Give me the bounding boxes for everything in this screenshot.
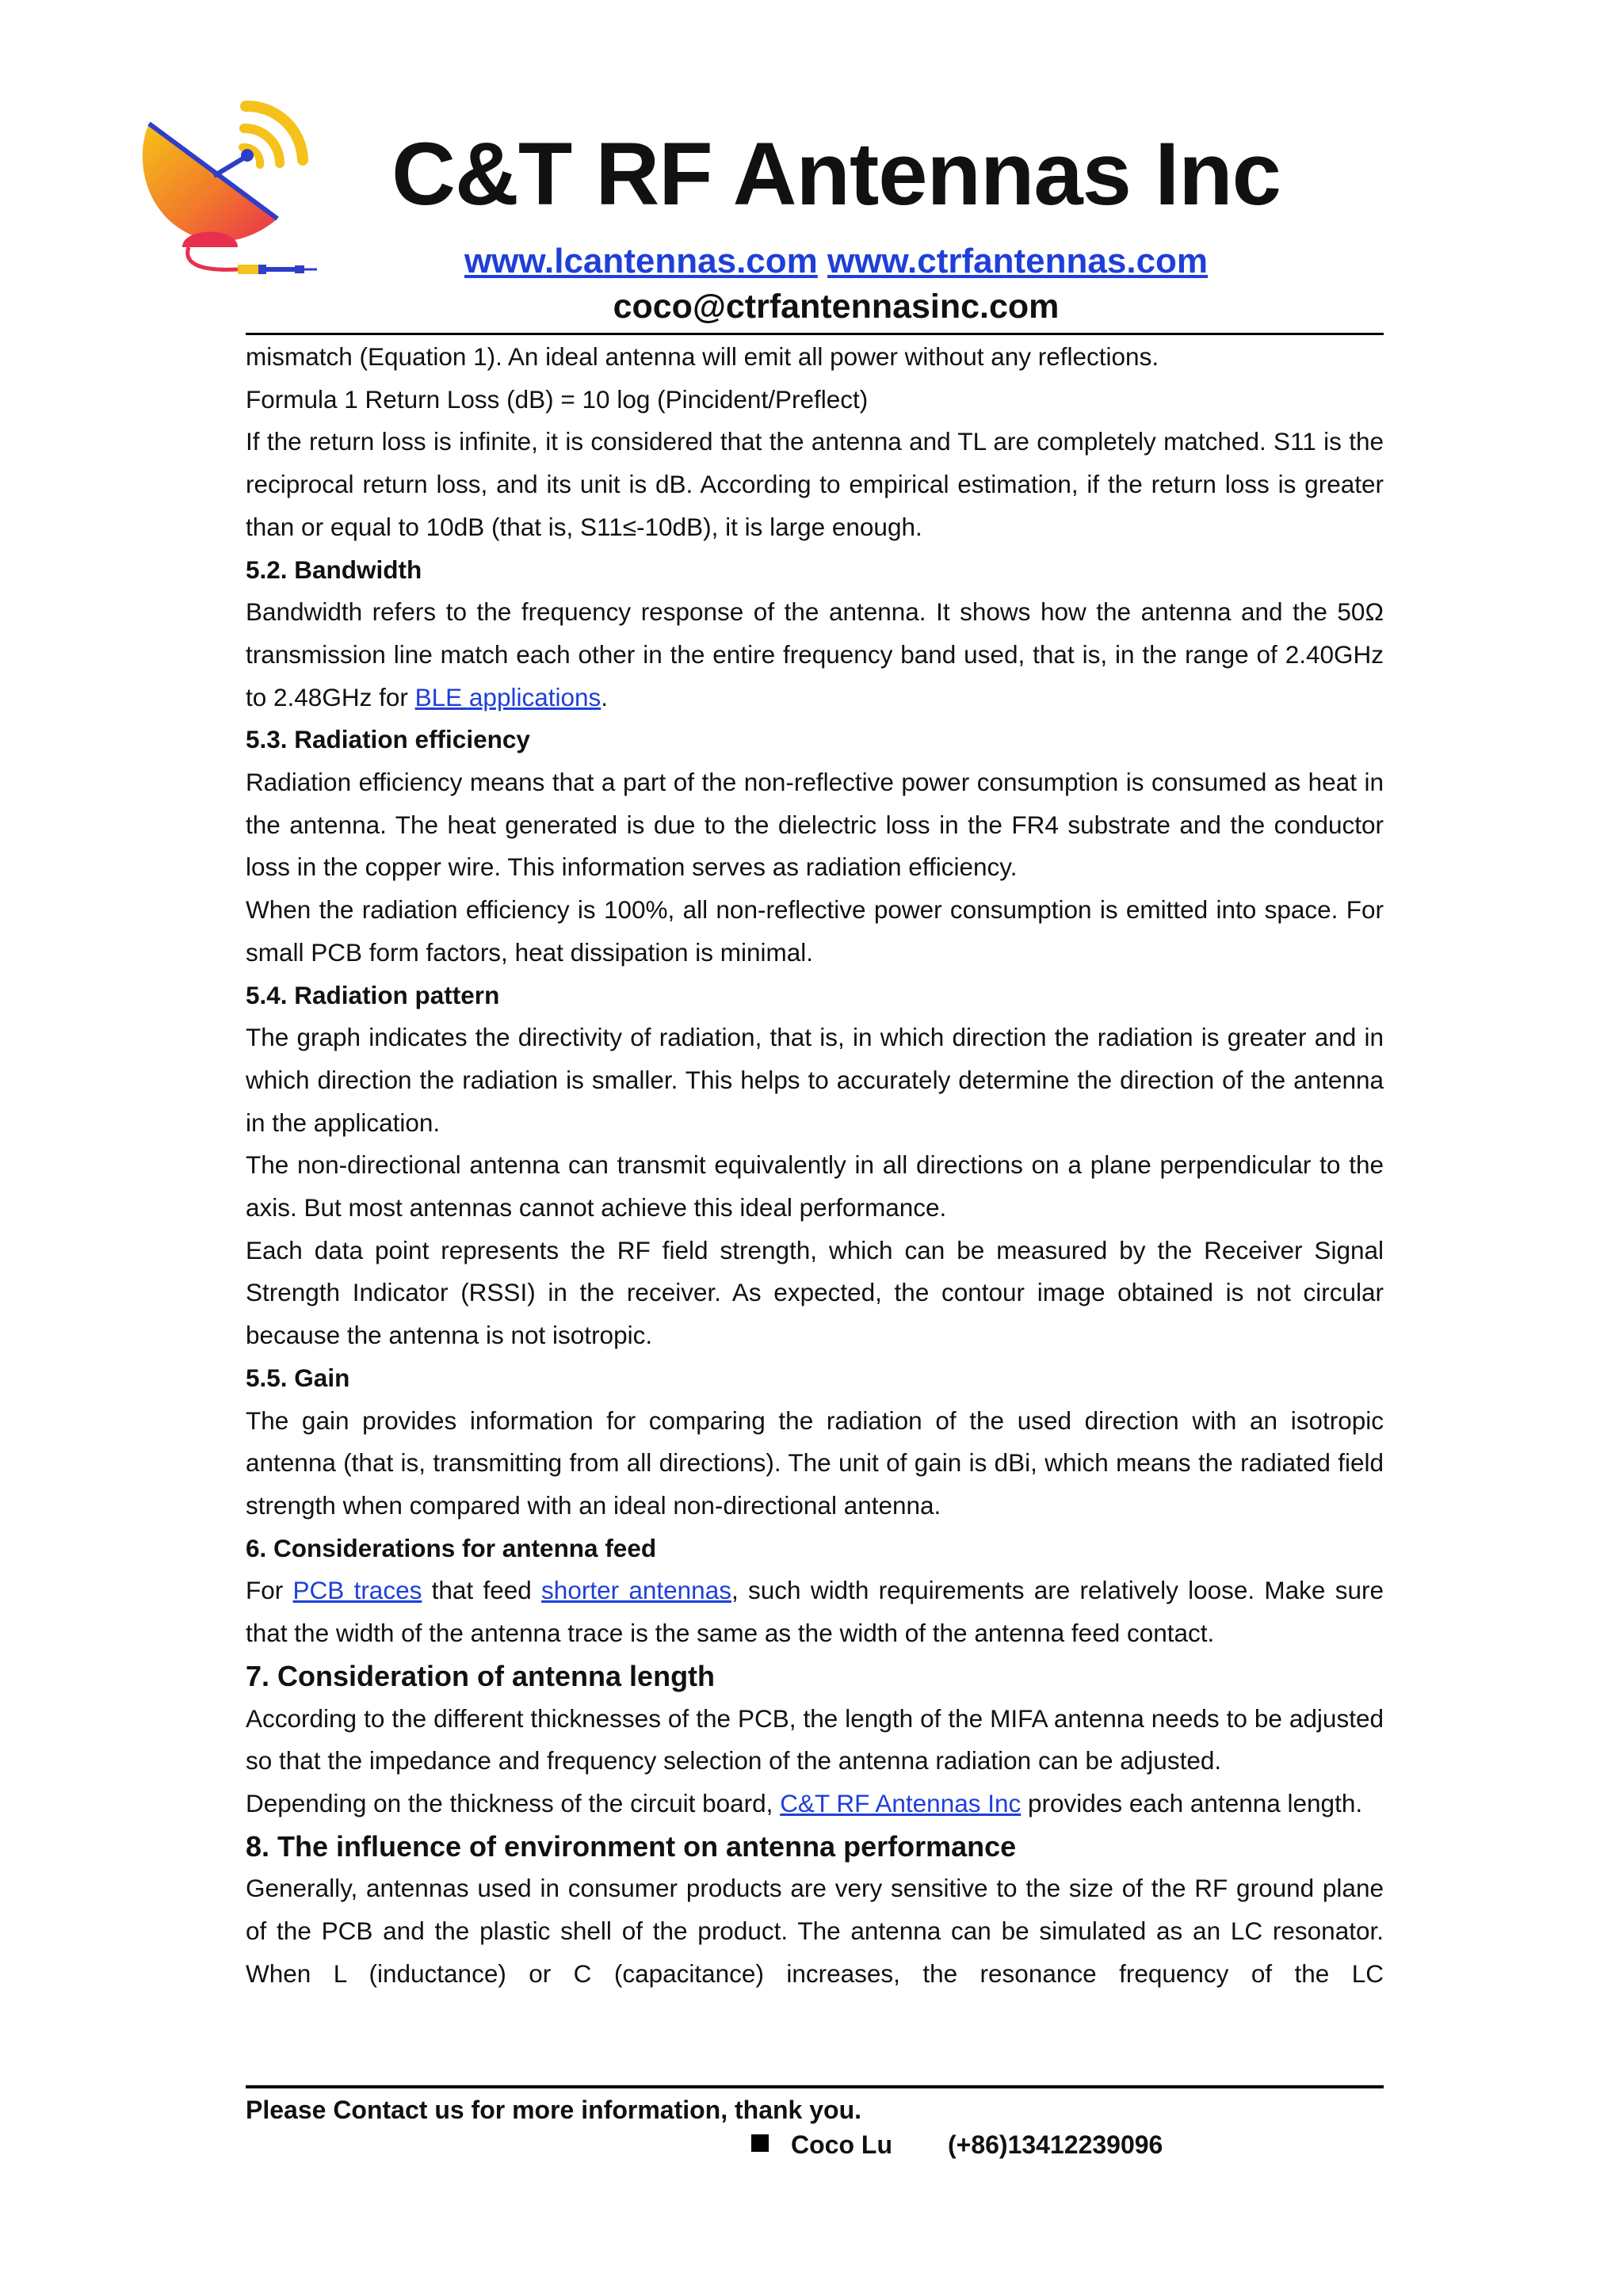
paragraph — [246, 591, 1384, 719]
section-heading: 8. The influence of environment on antenna performance — [246, 1829, 1017, 1863]
section-heading: 6. Considerations for antenna feed — [246, 1533, 657, 1562]
link-ct-rf-antennas[interactable]: C&T RF Antennas Inc — [780, 1788, 1022, 1817]
section-heading: 7. Consideration of antenna length — [246, 1659, 716, 1692]
footer-divider — [246, 2085, 1384, 2088]
company-name: C&T RF Antennas Inc — [391, 124, 1281, 223]
contact-email: coco@ctrfantennasinc.com — [613, 288, 1060, 326]
square-bullet-icon — [751, 2134, 769, 2152]
text: For — [246, 1576, 284, 1605]
paragraph: mismatch (Equation 1). An ideal antenna will emit all power without any reflections. — [246, 342, 1159, 371]
paragraph: The gain provides information for comparing the radiation of the used direction with an isotropic antenna (that is, transmitting from all directions). The unit of gain is dBi, which means the radiated field strength when compared with an ideal non-directional antenna. — [246, 1405, 1384, 1520]
contact-name: Coco Lu — [791, 2130, 892, 2159]
header-divider — [246, 333, 1384, 335]
section-heading: 5.2. Bandwidth — [246, 555, 422, 584]
contact-phone: (+86)13412239096 — [947, 2130, 1163, 2159]
text: provides each antenna length. — [1028, 1788, 1363, 1817]
website-links — [380, 238, 1292, 285]
paragraph: Radiation efficiency means that a part of the non-reflective power consumption is consumed as heat in the antenna. The heat generated is due to the dielectric loss in the FR4 substrate and the conductor loss in the copper wire. This information serves as radiation efficiency. — [246, 768, 1384, 882]
section-heading: 5.5. Gain — [246, 1363, 350, 1392]
company-logo — [127, 82, 333, 288]
paragraph — [246, 1783, 1384, 1825]
text: . — [601, 682, 609, 711]
paragraph: According to the different thicknesses of the PCB, the length of the MIFA antenna needs to be adjusted so that the impedance and frequency selection of the antenna radiation can be adjusted. — [246, 1703, 1384, 1775]
paragraph: Each data point represents the RF field strength, which can be measured by the Receiver Signal Strength Indicator (RSSI) in the receiver. As expected, the contour image obtained is not circular because the antenna is not isotropic. — [246, 1235, 1384, 1350]
link-pcb-traces[interactable]: PCB traces — [292, 1576, 422, 1605]
paragraph: The non-directional antenna can transmit equivalently in all directions on a plane perpendicular to the axis. But most antennas cannot achieve this ideal performance. — [246, 1150, 1384, 1222]
footer-contact — [751, 2126, 1163, 2163]
website-link-ctrfantennas[interactable]: www.ctrfantennas.com — [827, 242, 1209, 280]
text: Bandwidth refers to the frequency response of the antenna. It shows how the antenna and the 50Ω transmission line match each other in the entire frequency band used, that is, in the range of 2.40GHz to 2.48GHz for — [246, 597, 1384, 711]
document-body — [246, 336, 1384, 1995]
website-link-lcantennas[interactable]: www.lcantennas.com — [464, 242, 818, 280]
paragraph: The graph indicates the directivity of radiation, that is, in which direction the radiation is greater and in which direction the radiation is smaller. This helps to accurately determine the direction of the antenna in the application. — [246, 1023, 1384, 1137]
link-shorter-antennas[interactable]: shorter antennas — [541, 1576, 731, 1605]
paragraph: Generally, antennas used in consumer products are very sensitive to the size of the RF ground plane of the PCB and the plastic shell of the product. The antenna can be simulated as an LC resonator. When L (inductance) or C (capacitance) increases, the resonance frequency of the LC — [246, 1874, 1384, 1988]
paragraph: Formula 1 Return Loss (dB) = 10 log (Pincident/Preflect) — [246, 384, 869, 414]
text: , such width requirements are relatively loose. Make sure that the width of the antenna trace is the same as the width of the antenna feed contact. — [246, 1576, 1384, 1648]
paragraph — [246, 1569, 1384, 1654]
section-heading: 5.4. Radiation pattern — [246, 980, 500, 1009]
text: Depending on the thickness of the circuit board, — [246, 1788, 773, 1817]
paragraph: If the return loss is infinite, it is considered that the antenna and TL are completely matched. S11 is the reciprocal return loss, and its unit is dB. According to empirical estimation, if the return loss is greater than or equal to 10dB (that is, S11≤-10dB), it is large enough. — [246, 427, 1384, 541]
section-heading: 5.3. Radiation efficiency — [246, 725, 530, 754]
paragraph: When the radiation efficiency is 100%, all non-reflective power consumption is emitted into space. For small PCB form factors, heat dissipation is minimal. — [246, 895, 1384, 967]
footer-note: Please Contact us for more information, thank you. — [246, 2096, 862, 2124]
text: that feed — [431, 1576, 532, 1605]
link-ble-applications[interactable]: BLE applications — [414, 682, 601, 711]
